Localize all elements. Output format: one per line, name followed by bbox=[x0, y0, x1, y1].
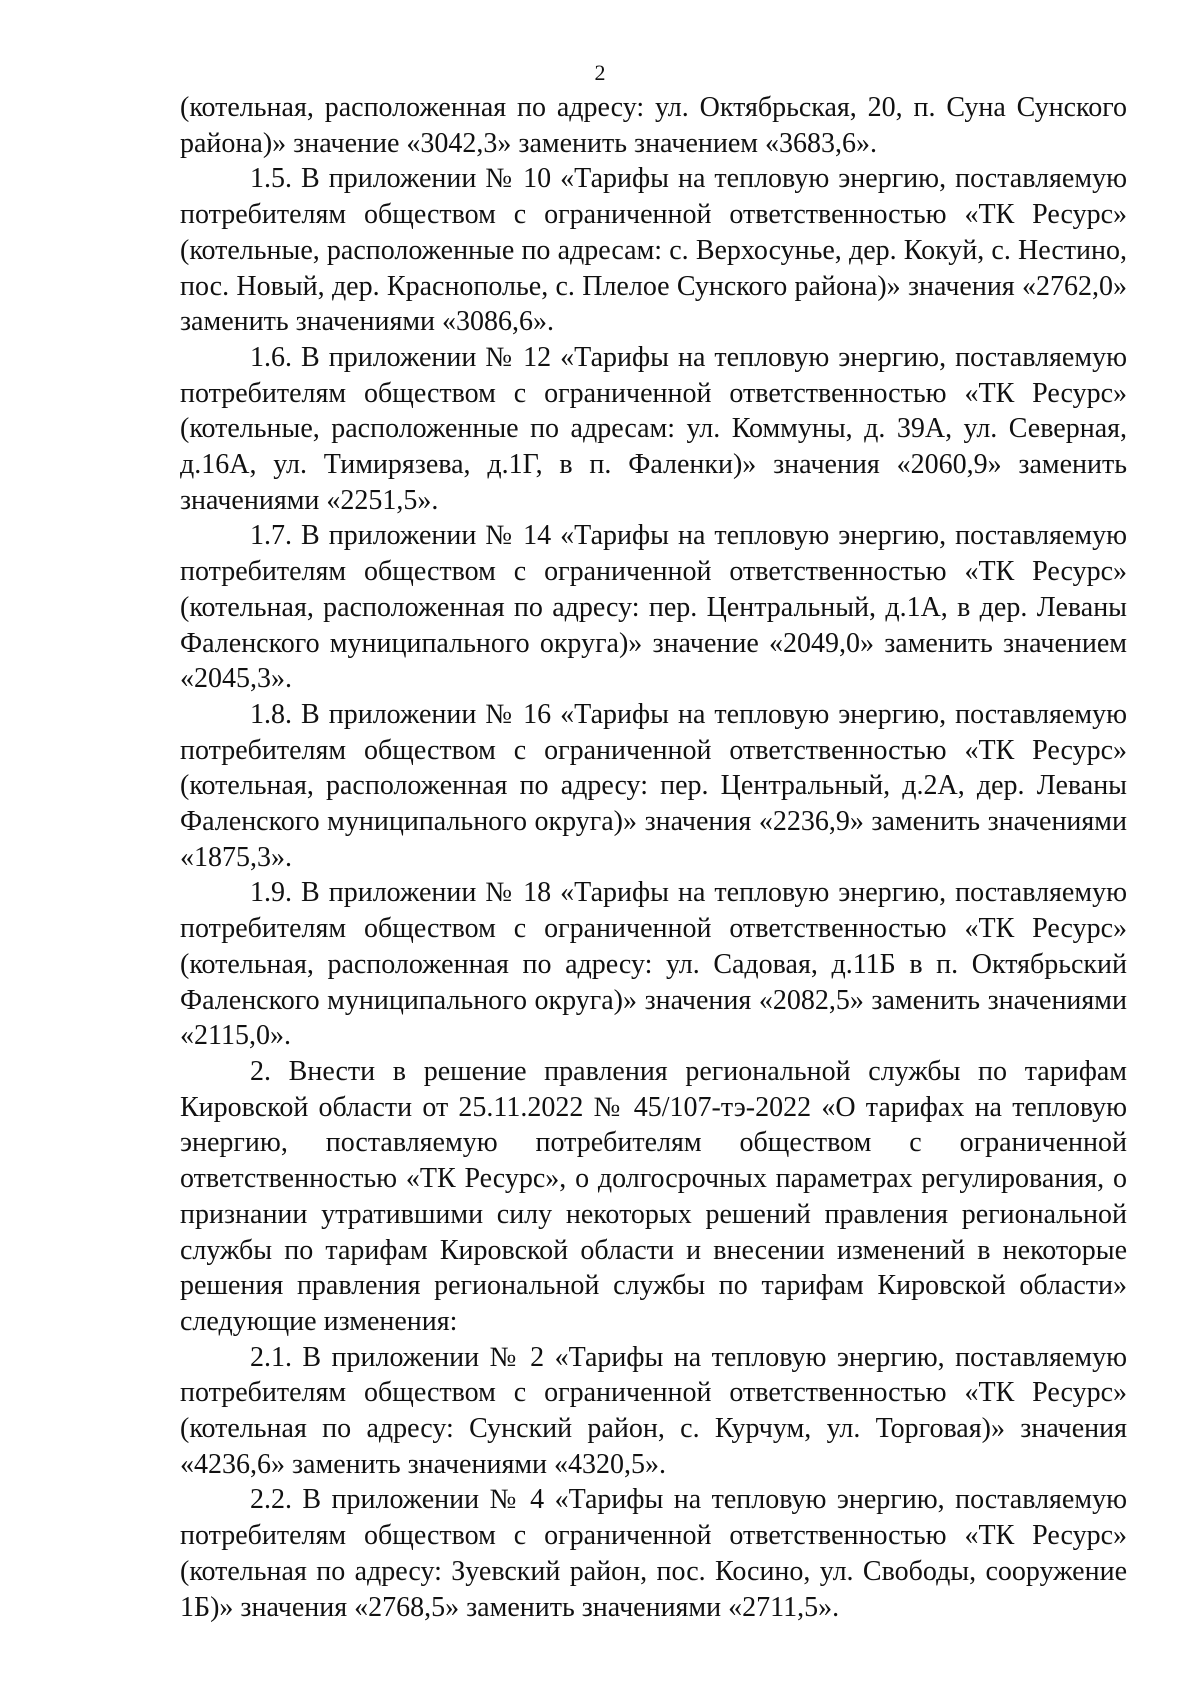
paragraph-2-2: 2.2. В приложении № 4 «Тарифы на тепловую энергию, поставляемую потребителям обществом с ограниченной ответственностью «ТК Ресурс» (котельная по адресу: Зуевский район, пос. Косино, ул. Свободы, сооружение 1Б)» значения «2768,5» заменить значениями «2711,5». bbox=[180, 1484, 1127, 1623]
paragraph-2: 2. Внести в решение правления региональной службы по тарифам Кировской области от 25.11.2022 № 45/107-тэ-2022 «О тарифах на тепловую энергию, поставляемую потребителям обществом с ограниченной ответственностью «ТК Ресурс», о долгосрочных параметрах регулирования, о признании утратившими силу некоторых решений правления региональной службы по тарифам Кировской области и внесении изменений в некоторые решения правления региональной службы по тарифам Кировской области» следующие изменения: bbox=[180, 1055, 1127, 1337]
paragraph-1-8: 1.8. В приложении № 16 «Тарифы на тепловую энергию, поставляемую потребителям обществом с ограниченной ответственностью «ТК Ресурс» (котельная, расположенная по адресу: пер. Центральный, д.2А, дер. Леваны Фаленского муниципального округа)» значения «2236,9» заменить значениями «1875,3». bbox=[180, 698, 1127, 873]
paragraph-2-1: 2.1. В приложении № 2 «Тарифы на тепловую энергию, поставляемую потребителям обществом с ограниченной ответственностью «ТК Ресурс» (котельная по адресу: Сунский район, с. Курчум, ул. Торговая)» значения «4236,6» заменить значениями «4320,5». bbox=[180, 1341, 1127, 1480]
document-body bbox=[180, 90, 1127, 1625]
paragraph-1-7: 1.7. В приложении № 14 «Тарифы на тепловую энергию, поставляемую потребителям обществом с ограниченной ответственностью «ТК Ресурс» (котельная, расположенная по адресу: пер. Центральный, д.1А, в дер. Леваны Фаленского муниципального округа)» значение «2049,0» заменить значением «2045,3». bbox=[180, 520, 1127, 695]
paragraph-1-5: 1.5. В приложении № 10 «Тарифы на тепловую энергию, поставляемую потребителям обществом с ограниченной ответственностью «ТК Ресурс» (котельные, расположенные по адресам: с. Верхосунье, дер. Кокуй, с. Нестино, пос. Новый, дер. Краснополье, с. Плелое Сунского района)» значения «2762,0» заменить значениями «3086,6». bbox=[180, 163, 1127, 338]
page-number: 2 bbox=[594, 60, 606, 85]
paragraph-1-6: 1.6. В приложении № 12 «Тарифы на тепловую энергию, поставляемую потребителям обществом с ограниченной ответственностью «ТК Ресурс» (котельные, расположенные по адресам: ул. Коммуны, д. 39А, ул. Северная, д.16А, ул. Тимирязева, д.1Г, в п. Фаленки)» значения «2060,9» заменить значениями «2251,5». bbox=[180, 341, 1127, 516]
paragraph-1-9: 1.9. В приложении № 18 «Тарифы на тепловую энергию, поставляемую потребителям обществом с ограниченной ответственностью «ТК Ресурс» (котельная, расположенная по адресу: ул. Садовая, д.11Б в п. Октябрьский Фаленского муниципального округа)» значения «2082,5» заменить значениями «2115,0». bbox=[180, 877, 1127, 1052]
paragraph-intro: (котельная, расположенная по адресу: ул. Октябрьская, 20, п. Суна Сунского района)» значение «3042,3» заменить значением «3683,6». bbox=[180, 92, 1127, 159]
